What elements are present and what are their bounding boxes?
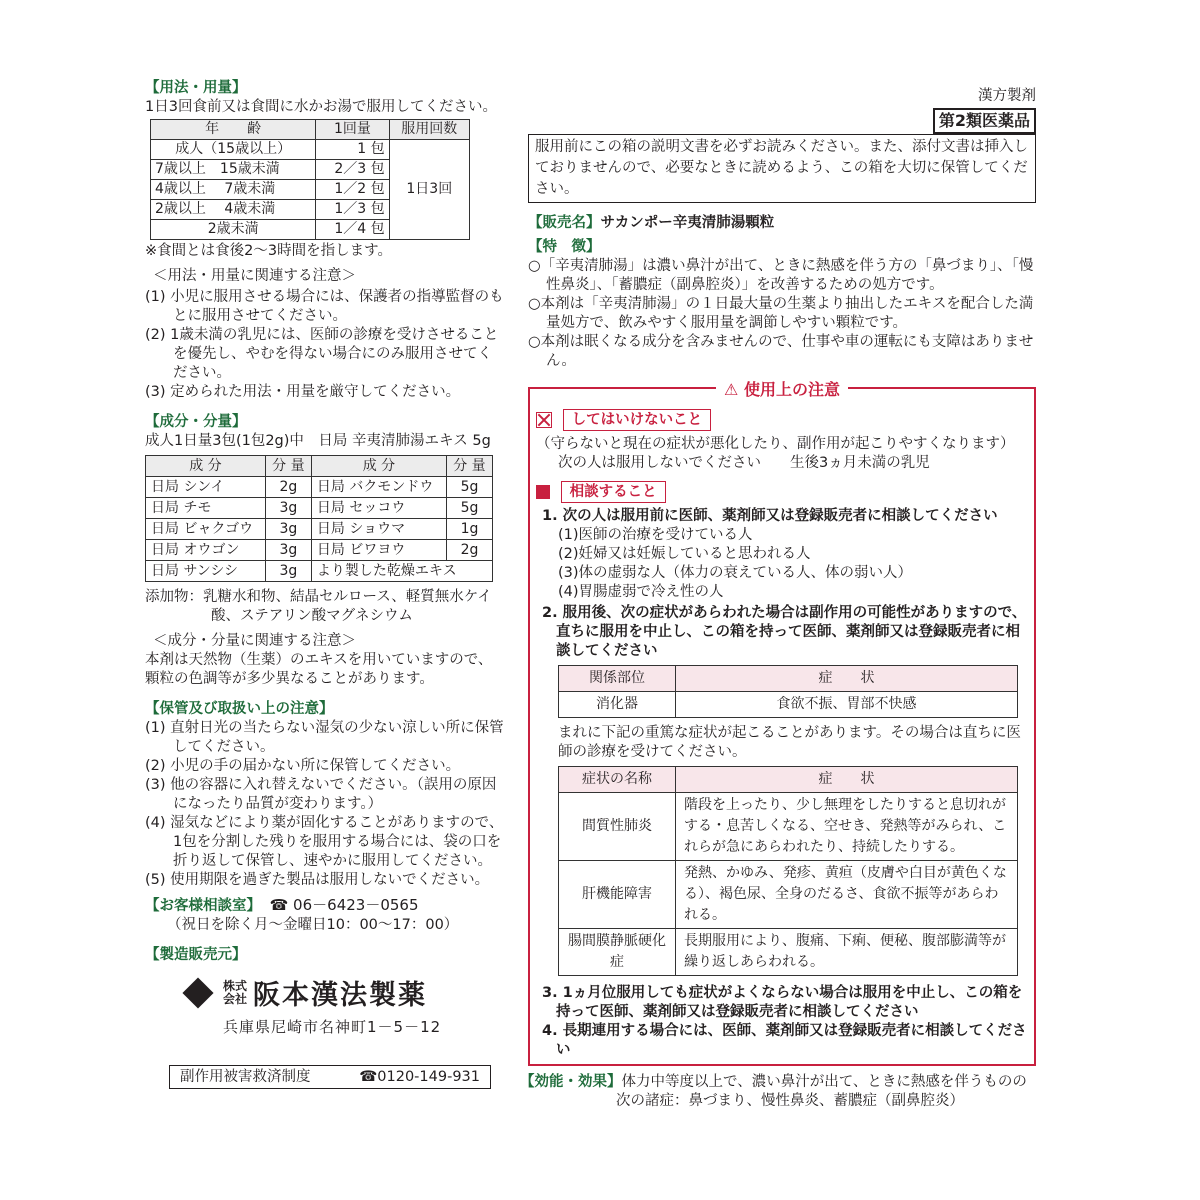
- ingredients-table: [145, 455, 493, 582]
- consult-item-3: 3. 1ヵ月位服用しても症状がよくならない場合は服用を中止し、この箱を持って医師、薬剤師又は登録販売者に相談してください: [542, 985, 1023, 1020]
- ingredient-amount: 1g: [446, 519, 492, 540]
- storage-heading: 【保管及び取扱い上の注意】: [145, 701, 334, 717]
- kabushiki-kaisha-mark: 株式 会社: [223, 978, 248, 1006]
- dosage-header-frequency: 服用回数: [389, 120, 469, 140]
- ingredient-name: 日局 ビャクゴウ: [146, 519, 266, 540]
- serious-symptom: 長期服用により、腹痛、下痢、便秘、腹部膨満等が繰り返しあらわれる。: [676, 929, 1018, 976]
- product-label: 【販売名】: [528, 215, 601, 231]
- maker-name: 阪本漢法製薬: [253, 980, 428, 1011]
- dosage-table: [150, 119, 470, 240]
- dosage-frequency: 1日3回: [389, 140, 469, 240]
- consult-sub-item: (4)胃腸虚弱で冷え性の人: [558, 584, 724, 600]
- ingredient-name: 日局 バクモンドウ: [311, 477, 446, 498]
- serious-name: 腸間膜静脈硬化症: [559, 929, 676, 976]
- table-row: [146, 540, 493, 561]
- prohibited-icon: [536, 412, 552, 428]
- side-effect-header: 症 状: [676, 666, 1018, 692]
- consult-item-1: 1. 次の人は服用前に医師、薬剤師又は登録販売者に相談してください: [542, 508, 998, 524]
- table-row: [151, 140, 470, 160]
- storage-item: (1) 直射日光の当たらない湿気の少ない涼しい所に保管してください。: [145, 720, 504, 755]
- relief-box: [169, 1065, 491, 1089]
- serious-symptom: 階段を上ったり、少し無理をしたりすると息切れがする・息苦しくなる、空せき、発熱等がみられ、これらが急にあらわれたり、持続したりする。: [676, 793, 1018, 861]
- table-row: [559, 929, 1018, 976]
- notice-box: 服用前にこの箱の説明文書を必ずお読みください。また、添付文書は挿入しておりませんので、必要なときに読めるよう、この箱を大切に保管してください。: [528, 134, 1036, 203]
- serious-name: 肝機能障害: [559, 861, 676, 929]
- dosage-caution-heading: ＜用法・用量に関連する注意＞: [153, 268, 356, 284]
- consult-phone: ☎ 06－6423－0565: [269, 896, 419, 914]
- serious-header: 症状の名称: [559, 767, 676, 793]
- additives: 添加物：乳糖水和物、結晶セルロース、軽質無水ケイ酸、ステアリン酸マグネシウム: [145, 589, 492, 624]
- ingredient-amount: 3g: [265, 498, 311, 519]
- consult-item-4: 4. 長期連用する場合には、医師、薬剤師又は登録販売者に相談してください: [542, 1023, 1027, 1058]
- ingredient-amount: 3g: [265, 561, 311, 582]
- rare-note: まれに下記の重篤な症状が起こることがあります。その場合は直ちに医師の診療を受けてください。: [558, 725, 1021, 760]
- consult-item-2: 2. 服用後、次の症状があらわれた場合は副作用の可能性がありますので、直ちに服用を中止し、この箱を持って医師、薬剤師又は登録販売者に相談してください: [542, 605, 1027, 659]
- dosage-amount: 1／4 包: [316, 220, 389, 240]
- serious-header: 症 状: [676, 767, 1018, 793]
- consult-sub-item: (2)妊婦又は妊娠していると思われる人: [558, 546, 811, 562]
- product-type: 漢方製剤: [978, 88, 1036, 104]
- serious-symptom-table: [558, 766, 1018, 976]
- dosage-intro: 1日3回食前又は食間に水かお湯で服用してください。: [145, 99, 497, 115]
- feature-item: ○「辛夷清肺湯」は濃い鼻汁が出て、ときに熱感を伴う方の「鼻づまり」、「慢性鼻炎」、「蓄膿症（副鼻腔炎）」を改善するための処方です。: [528, 258, 1034, 293]
- maker-address: 兵庫県尼崎市名神町1－5－12: [223, 1018, 442, 1036]
- product-name: サカンポー辛夷清肺湯顆粒: [600, 215, 775, 231]
- table-row: [559, 692, 1018, 718]
- ingredient-name: 日局 チモ: [146, 498, 266, 519]
- left-column: [145, 78, 505, 1089]
- dosage-caution: (1) 小児に服用させる場合には、保護者の指導監督のもとに服用させてください。: [145, 289, 504, 324]
- warning-title: ⚠ 使用上の注意: [716, 380, 848, 399]
- dosage-age: 7歳以上 15歳未満: [151, 160, 316, 180]
- consult-label: 相談すること: [561, 481, 666, 503]
- storage-item: (5) 使用期限を過ぎた製品は服用しないでください。: [145, 872, 490, 888]
- relief-phone: ☎0120-149-931: [359, 1069, 480, 1085]
- maker-heading: 【製造販売元】: [145, 947, 247, 963]
- ingredient-header: 分 量: [265, 456, 311, 477]
- ingredient-extract-note: より製した乾燥エキス: [311, 561, 492, 582]
- dont-item: 次の人は服用しないでください 生後3ヵ月未満の乳児: [558, 455, 930, 471]
- warning-box: [528, 380, 1036, 1066]
- ingredient-name: 日局 ビワヨウ: [311, 540, 446, 561]
- dosage-heading: 【用法・用量】: [145, 80, 247, 96]
- dosage-header-age: 年 齢: [151, 120, 316, 140]
- consult-hand-icon: [536, 485, 550, 499]
- side-effect-part: 消化器: [559, 692, 676, 718]
- ingredients-caution: 本剤は天然物（生薬）のエキスを用いていますので、顆粒の色調等が多少異なることがあります。: [145, 652, 493, 687]
- ingredient-name: 日局 ショウマ: [311, 519, 446, 540]
- ingredient-amount: 3g: [265, 519, 311, 540]
- storage-item: (2) 小児の手の届かない所に保管してください。: [145, 758, 461, 774]
- ingredient-header: 成 分: [311, 456, 446, 477]
- features-heading: 【特 徴】: [528, 239, 601, 255]
- ingredients-intro: 成人1日量3包(1包2g)中 日局 辛夷清肺湯エキス 5g: [145, 433, 491, 449]
- table-row: [559, 861, 1018, 929]
- side-effect-header: 関係部位: [559, 666, 676, 692]
- class-badge: 第2類医薬品: [933, 108, 1036, 134]
- side-effect-table: [558, 665, 1018, 718]
- ingredient-amount: 5g: [446, 477, 492, 498]
- dosage-amount: 1 包: [316, 140, 389, 160]
- dosage-age: 2歳未満: [151, 220, 316, 240]
- maker-logo: [187, 973, 505, 1012]
- consult-sub-item: (3)体の虚弱な人（体力の衰えている人、体の弱い人）: [558, 565, 913, 581]
- efficacy-heading: 【効能・効果】: [520, 1074, 622, 1090]
- dosage-amount: 1／3 包: [316, 200, 389, 220]
- ingredient-amount: 2g: [446, 540, 492, 561]
- ingredient-name: 日局 オウゴン: [146, 540, 266, 561]
- table-row: [559, 793, 1018, 861]
- dosage-age: 成人（15歳以上）: [151, 140, 316, 160]
- ingredients-caution-heading: ＜成分・分量に関連する注意＞: [153, 633, 356, 649]
- dosage-amount: 2／3 包: [316, 160, 389, 180]
- efficacy-text-2: 次の諸症：鼻づまり、慢性鼻炎、蓄膿症（副鼻腔炎）: [616, 1093, 964, 1109]
- storage-item: (4) 湿気などにより薬が固化することがありますので、1包を分割した残りを服用する場合には、袋の口を折り返して保管し、速やかに服用してください。: [145, 815, 504, 869]
- ingredient-name: 日局 シンイ: [146, 477, 266, 498]
- ingredient-amount: 5g: [446, 498, 492, 519]
- dont-note: （守らないと現在の症状が悪化したり、副作用が起こりやすくなります）: [536, 436, 1015, 452]
- feature-item: ○本剤は眠くなる成分を含みませんので、仕事や車の運転にも支障はありません。: [528, 334, 1034, 369]
- ingredient-header: 成 分: [146, 456, 266, 477]
- ingredients-heading: 【成分・分量】: [145, 414, 247, 430]
- relief-label: 副作用被害救済制度: [180, 1069, 311, 1085]
- right-column: [520, 86, 1036, 1111]
- ingredient-amount: 2g: [265, 477, 311, 498]
- ingredient-amount: 3g: [265, 540, 311, 561]
- dosage-caution: (3) 定められた用法・用量を厳守してください。: [145, 384, 461, 400]
- dosage-age: 4歳以上 7歳未満: [151, 180, 316, 200]
- consult-sub-item: (1)医師の治療を受けている人: [558, 527, 753, 543]
- serious-symptom: 発熱、かゆみ、発疹、黄疸（皮膚や白目が黄色くなる）、褐色尿、全身のだるさ、食欲不振等があらわれる。: [676, 861, 1018, 929]
- ingredient-header: 分 量: [446, 456, 492, 477]
- consult-heading: 【お客様相談室】: [145, 898, 261, 914]
- table-row: [146, 519, 493, 540]
- ingredient-name: 日局 セッコウ: [311, 498, 446, 519]
- efficacy-text: 体力中等度以上で、濃い鼻汁が出て、ときに熱感を伴うものの: [621, 1074, 1027, 1090]
- dosage-note: ※食間とは食後2〜3時間を指します。: [145, 243, 392, 259]
- dosage-age: 2歳以上 4歳未満: [151, 200, 316, 220]
- serious-name: 間質性肺炎: [559, 793, 676, 861]
- dosage-caution: (2) 1歳未満の乳児には、医師の診療を受けさせることを優先し、やむを得ない場合にのみ服用させてください。: [145, 327, 499, 381]
- dosage-header-amount: 1回量: [316, 120, 389, 140]
- dont-label: してはいけないこと: [563, 409, 712, 431]
- side-effect-symptom: 食欲不振、胃部不快感: [676, 692, 1018, 718]
- table-row: [146, 498, 493, 519]
- storage-item: (3) 他の容器に入れ替えないでください。（誤用の原因になったり品質が変わります。）: [145, 777, 497, 812]
- diamond-logo-icon: [182, 977, 213, 1008]
- table-row: [146, 477, 493, 498]
- dosage-amount: 1／2 包: [316, 180, 389, 200]
- feature-item: ○本剤は「辛夷清肺湯」の１日最大量の生薬より抽出したエキスを配合した満量処方で、飲みやすく服用量を調節しやすい顆粒です。: [528, 296, 1034, 331]
- ingredient-name: 日局 サンシシ: [146, 561, 266, 582]
- table-row: [146, 561, 493, 582]
- consult-hours: （祝日を除く月〜金曜日10：00〜17：00）: [167, 917, 459, 933]
